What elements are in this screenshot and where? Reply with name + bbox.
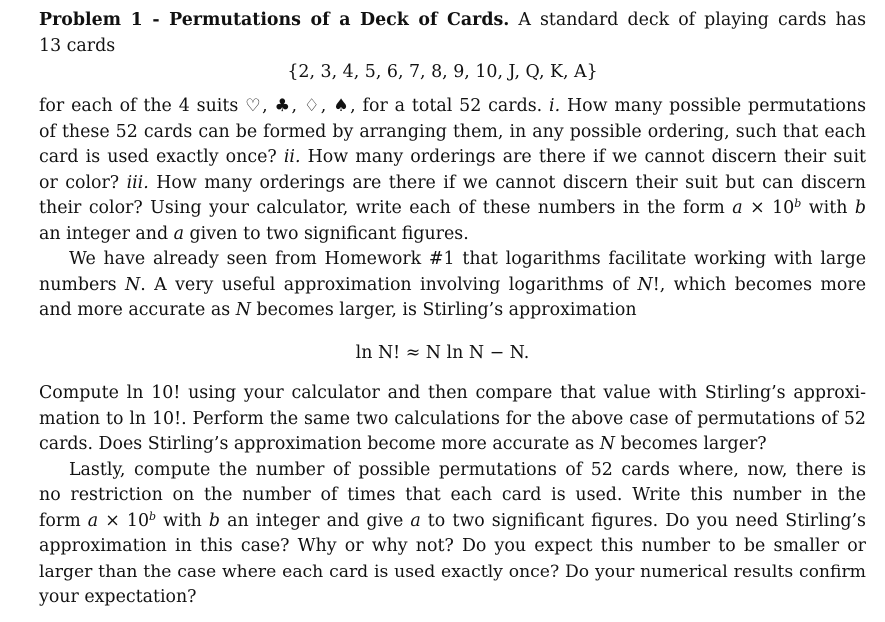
text: becomes larger, is Stirling’s approximation: [250, 300, 637, 320]
text: !, which becomes more: [652, 275, 866, 295]
text: or color?: [39, 173, 127, 193]
math-var: N: [235, 300, 251, 320]
text: given to two significant figures.: [184, 224, 469, 244]
para4-line-2: [39, 484, 866, 506]
para4-line-4: [39, 535, 866, 557]
math-var: N: [599, 434, 615, 454]
para1-line-3: [39, 146, 866, 168]
text: to two significant figures. Do you need Stirling’s: [420, 511, 866, 531]
math-var: N: [124, 275, 141, 295]
text: an integer and give: [220, 511, 411, 531]
text: We have already seen from Homework #1 that logarithms facilitate working with large: [69, 249, 866, 269]
problem-title: Problem 1 - Permutations of a Deck of Cards.: [39, 10, 510, 30]
para4-line-6: [39, 586, 866, 608]
intro-text: A standard deck of playing cards has: [509, 10, 867, 30]
math-var: b: [854, 198, 867, 218]
text: card is used exactly once?: [39, 147, 284, 167]
math-op: × 10: [742, 198, 795, 218]
para2-line-3: [39, 299, 866, 321]
math-var: b: [208, 511, 221, 531]
para2-line-1: [69, 248, 866, 270]
text: your expectation?: [39, 587, 197, 607]
suit-symbols: ♡, ♣, ♢, ♠,: [245, 96, 356, 116]
text: How many orderings are there if we cannot discern their suit: [300, 147, 866, 167]
para4-line-1: [69, 459, 866, 481]
problem-first-line: [39, 9, 866, 31]
text: larger than the case where each card is used exactly once? Do your numerical results confirm: [39, 562, 866, 582]
para3-line-2: [39, 408, 866, 430]
question-i-label: i.: [549, 96, 561, 116]
para4-line-5: [39, 561, 866, 583]
text: How many orderings are there if we cannot discern their suit but can discern: [148, 173, 867, 193]
math-var: N: [637, 275, 653, 295]
text: with: [156, 511, 209, 531]
intro-continuation: 13 cards: [39, 36, 116, 56]
text: form: [39, 511, 88, 531]
math-exponent: b: [149, 510, 157, 523]
text: numbers: [39, 275, 125, 295]
text: Compute ln 10! using your calculator and then compare that value with Stirling’s approxi-: [39, 383, 866, 403]
text: no restriction on the number of times that each card is used. Write this number in the: [39, 485, 866, 505]
text: cards. Does Stirling’s approximation become more accurate as: [39, 434, 600, 454]
para1-line-6: [39, 223, 866, 245]
math-var: a: [732, 198, 743, 218]
card-set: [0, 61, 885, 83]
text: of these 52 cards can be formed by arranging them, in any possible ordering, such that each: [39, 122, 866, 142]
math-var: a: [87, 511, 99, 531]
text: for a total 52 cards.: [355, 96, 550, 116]
math-var: a: [410, 511, 421, 531]
text: . A very useful approximation involving logarithms of: [140, 275, 638, 295]
para3-line-1: [39, 382, 866, 404]
text: and more accurate as: [39, 300, 236, 320]
text: becomes larger?: [614, 434, 767, 454]
text: mation to ln 10!. Perform the same two calculations for the above case of permutations of 52: [39, 409, 866, 429]
para4-line-3: [39, 510, 866, 532]
text: Lastly, compute the number of possible permutations of 52 cards where, now, there is: [69, 460, 866, 480]
math-var: a: [173, 224, 185, 244]
text: with: [801, 198, 855, 218]
stirling-formula: [0, 342, 885, 364]
para2-line-2: [39, 274, 866, 296]
para3-line-3: [39, 433, 866, 455]
text: approximation in this case? Why or why not? Do you expect this number to be smaller or: [39, 536, 866, 556]
question-ii-label: ii.: [283, 147, 301, 167]
text: an integer and: [39, 224, 174, 244]
text: their color? Using your calculator, write each of these numbers in the form: [39, 198, 733, 218]
question-iii-label: iii.: [126, 173, 149, 193]
para1-line-4: [39, 172, 866, 194]
text: How many possible permutations: [560, 96, 866, 116]
para1-line-5: [39, 197, 866, 219]
formula-text: ln N! ≈ N ln N − N.: [355, 343, 530, 363]
para1-line-1: [39, 95, 866, 117]
math-exponent: b: [794, 197, 802, 210]
math-op: × 10: [98, 511, 150, 531]
para1-line-2: [39, 121, 866, 143]
intro-line-2: [39, 35, 866, 57]
text: for each of the 4 suits: [39, 96, 246, 116]
card-set-text: {2, 3, 4, 5, 6, 7, 8, 9, 10, J, Q, K, A}: [287, 62, 598, 82]
